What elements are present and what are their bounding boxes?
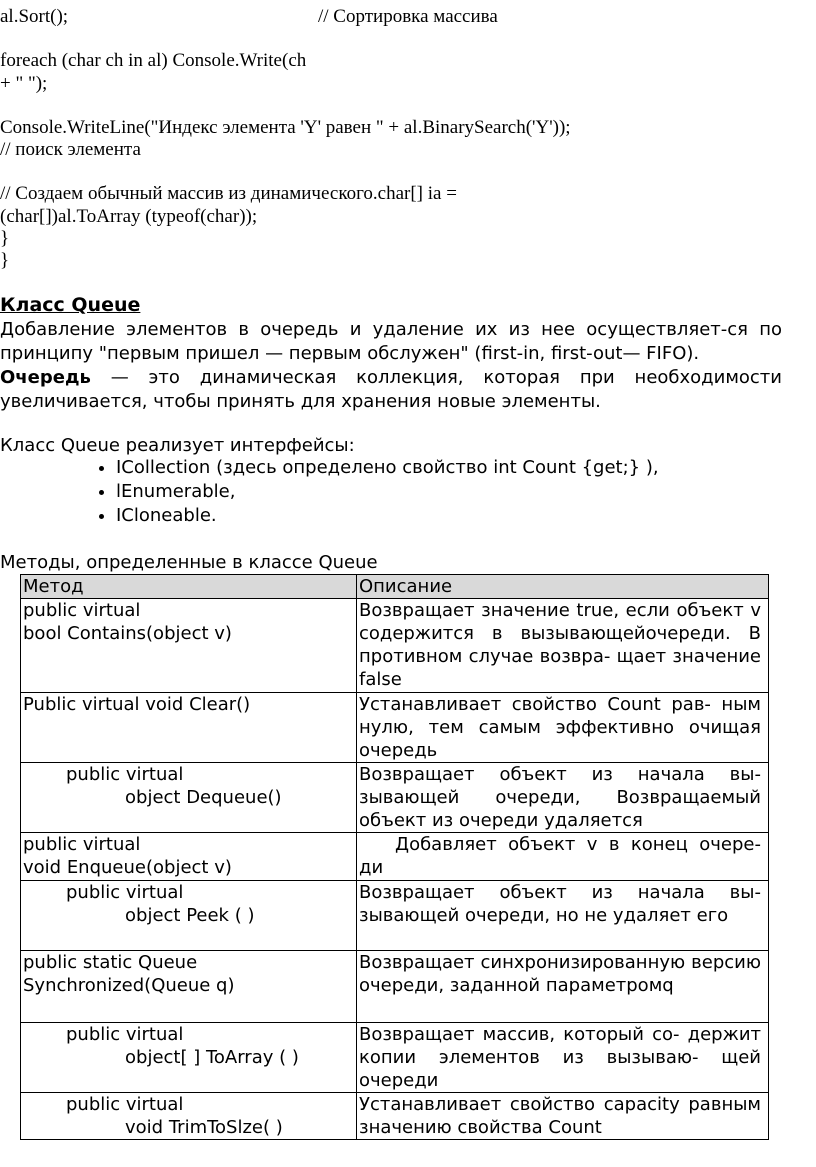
method-cell: Public virtual void Clear() — [21, 693, 357, 763]
description-cell: Устанавливает свойство capacity равным значению свойства Count — [357, 1093, 769, 1140]
table-row — [21, 599, 769, 693]
method-cell: public virtual object Peek ( ) — [21, 881, 357, 951]
queue-def: — это динамическая коллекция, которая при необходимости увеличивается, чтобы принять для хранения новые элементы. — [0, 367, 782, 412]
code-array-1: // Создаем обычный массив из динамического.char[] ia = — [0, 183, 457, 204]
column-header-method: Метод — [21, 575, 357, 599]
description-cell: Возвращает объект из начала вы- зывающей очереди, но не удаляет его — [357, 881, 769, 951]
list-item: • lEnumerable, — [116, 480, 659, 504]
table-row — [21, 1023, 769, 1093]
method-cell: public virtual void TrimToSlze( ) — [21, 1093, 357, 1140]
code-sort: al.Sort(); — [0, 6, 69, 27]
methods-caption: Методы, определенные в классе Queue — [0, 552, 378, 573]
code-foreach-2: + " "); — [0, 73, 48, 94]
description-cell: Устанавливает свойство Count рав- ным нулю, тем самым эффективно очищая очередь — [357, 693, 769, 763]
queue-definition — [0, 366, 782, 414]
code-foreach-1: foreach (char ch in al) Console.Write(ch — [0, 50, 307, 71]
table-row — [21, 1093, 769, 1140]
column-header-description: Описание — [357, 575, 769, 599]
list-item: • ICloneable. — [116, 504, 659, 528]
code-brace-1: } — [0, 228, 10, 249]
method-cell: public virtual void Enqueue(object v) — [21, 833, 357, 881]
table-row — [21, 693, 769, 763]
methods-table — [20, 574, 769, 1140]
queue-term: Очередь — [0, 367, 91, 388]
code-search: Console.WriteLine("Индекс элемента 'Y' равен " + al.BinarySearch('Y')); — [0, 117, 571, 138]
table-row — [21, 951, 769, 1023]
interfaces-intro: Класс Queue реализует интерфейсы: — [0, 435, 355, 456]
description-cell: Добавляет объект v в конец очере- ди — [357, 833, 769, 881]
description-cell: Возвращает массив, который со- держит копии элементов из вызываю- щей очереди — [357, 1023, 769, 1093]
table-row — [21, 833, 769, 881]
section-title: Класс Queue — [0, 294, 141, 316]
description-cell: Возвращает значение true, если объект v содержится в вызывающейочереди. В противном случае возвра- щает значение false — [357, 599, 769, 693]
code-brace-2: } — [0, 250, 10, 271]
intro-paragraph: Добавление элементов в очередь и удаление их из нее осуществляет-ся по принципу "первым пришел — первым обслужен" (first-in, first-out— FIFO). — [0, 319, 782, 364]
table-row — [21, 881, 769, 951]
description-cell: Возвращает синхронизированную версию очереди, заданной параметромq — [357, 951, 769, 1023]
description-cell: Возвращает объект из начала вы- зывающей очереди, Возвращаемый объект из очереди удаляется — [357, 763, 769, 833]
code-array-2: (char[])al.ToArray (typeof(char)); — [0, 206, 258, 227]
code-search-comment: // поиск элемента — [0, 139, 141, 160]
code-sort-comment: // Сортировка массива — [318, 6, 498, 27]
interfaces-list — [90, 456, 659, 528]
table-row — [21, 763, 769, 833]
code-line-sort — [0, 6, 800, 28]
method-cell: public virtual object[ ] ToArray ( ) — [21, 1023, 357, 1093]
method-cell: public virtual bool Contains(object v) — [21, 599, 357, 693]
method-cell: public virtual object Dequeue() — [21, 763, 357, 833]
method-cell: public static Queue Synchronized(Queue q) — [21, 951, 357, 1023]
table-header-row — [21, 575, 769, 599]
list-item: • ICollection (здесь определено свойство int Count {get;} ), — [116, 456, 659, 480]
